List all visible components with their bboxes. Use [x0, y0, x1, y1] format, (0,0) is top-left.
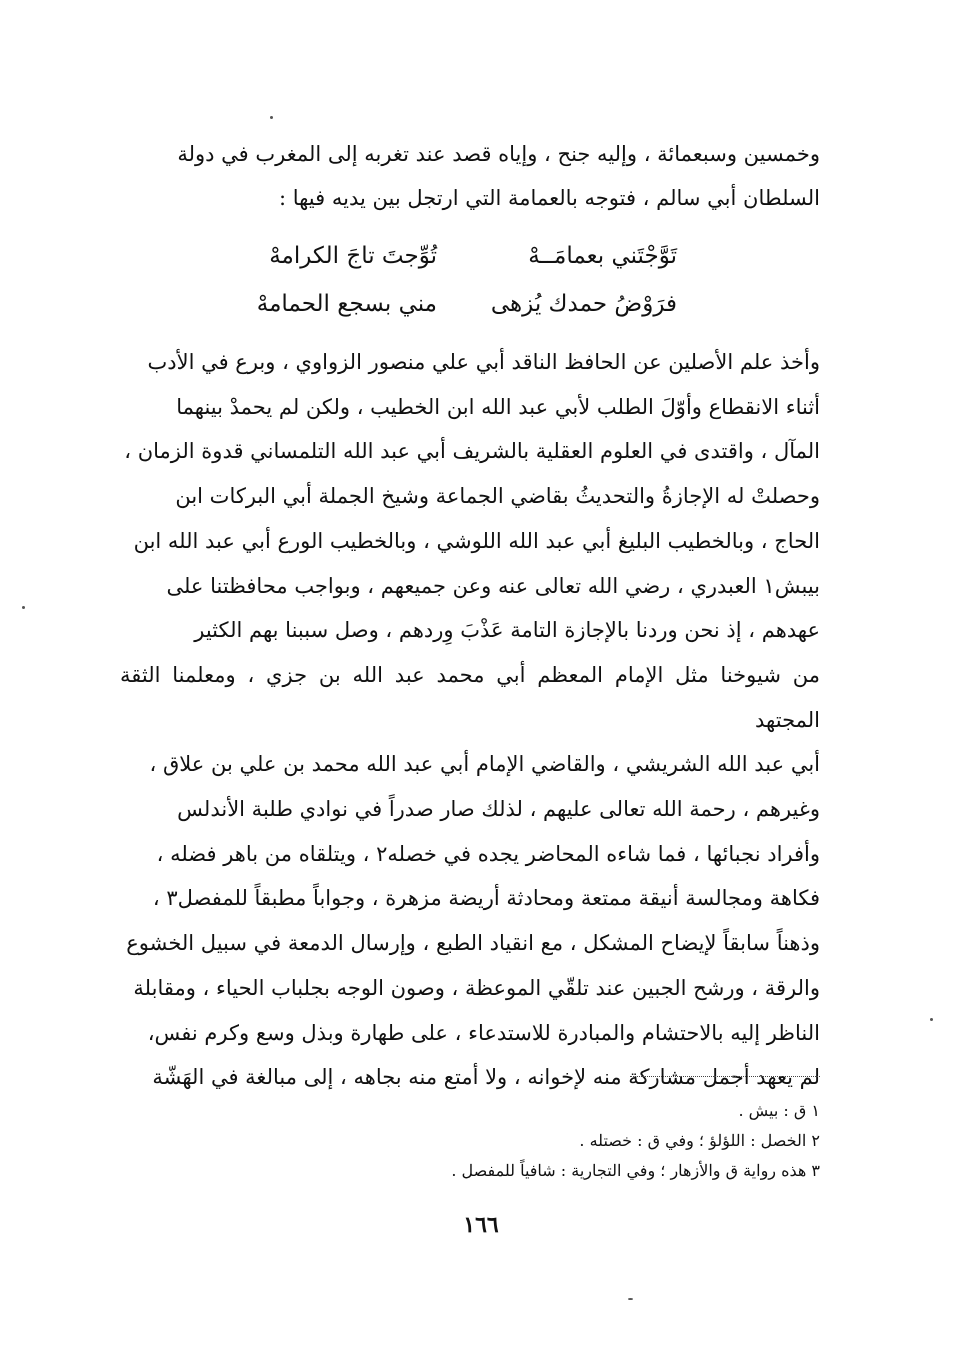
- poem-hemistich-second: تُوِّجتَ تاجَ الكرامهْ: [269, 243, 437, 269]
- footnote: ١ ق : بيش .: [738, 1101, 820, 1120]
- footnote: ٢ الخصل : اللؤلؤ ؛ وفي ق : خصتله .: [579, 1131, 820, 1150]
- text-line: أثناء الانقطاع وأوّلَ الطلب لأبي عبد الله ابن الخطيب ، ولكن لم يحمدْ بينهما: [176, 394, 820, 419]
- text-line: لم يعهد أجمل مشاركة منه لإخوانه ، ولا أمتع منه بجاهه ، إلى مبالغة في الهَشّة: [152, 1065, 820, 1090]
- text-line: أبي عبد الله الشريشي ، والقاضي الإمام أبي عبد الله محمد بن علي بن علاق ،: [149, 752, 820, 777]
- poem-hemistich-first: تَوَّجْتَني بعمامَــهْ: [528, 243, 677, 269]
- text-line: وأفراد نجبائها ، فما شاءه المحاضر يجده في خصله٢ ، ويتلقاه من باهر فضله ،: [156, 841, 820, 866]
- text-line: وغيرهم ، رحمة الله تعالى عليهم ، لذلك صار صدراً في نوادي طلبة الأندلس: [177, 797, 820, 822]
- text-line: الحاج ، وبالخطيب البليغ أبي عبد الله اللوشي ، وبالخطيب الورع أبي عبد الله ابن: [133, 528, 820, 553]
- scan-speck: [270, 116, 273, 119]
- footnotes: [120, 1096, 820, 1186]
- text-line: المآل ، واقتدى في العلوم العقلية بالشريف أبي عبد الله التلمساني قدوة الزمان ،: [124, 439, 820, 464]
- text-line: من شيوخنا مثل الإمام المعظم أبي محمد عبد الله بن جزي ، ومعلمنا الثقة المجتهد: [120, 662, 820, 732]
- scan-speck: [22, 606, 25, 609]
- scan-speck: [930, 1018, 933, 1021]
- intro-paragraph: [120, 132, 820, 220]
- poem: [0, 232, 962, 328]
- text-line: فكاهة ومجالسة أنيقة ممتعة ومحادثة أريضة مزهرة ، وجواباً مطبقاً للمفصل٣ ،: [152, 886, 820, 911]
- poem-verse: [0, 232, 962, 280]
- poem-hemistich-first: فرَوْضُ حمدك يُزهى: [490, 291, 677, 317]
- footnote: ٣ هذه رواية ق والأزهار ؛ وفي التجارية : شافياً للمفصل .: [451, 1161, 820, 1180]
- text-line: وذهناً سابقاً لإيضاح المشكل ، مع انقياد الطبع ، وإرسال الدمعة في سبيل الخشوع: [126, 931, 820, 956]
- text-line: وحصلتْ له الإجازةُ والتحديثُ بقاضي الجماعة وشيخ الجملة أبي البركات ابن: [175, 484, 820, 509]
- text-line: الناظر إليه بالاحتشام والمبادرة للاستدعاء ، على طهارة وبذل وسع وكرم نفس،: [147, 1020, 820, 1045]
- text-line: السلطان أبي سالم ، فتوجه بالعمامة التي ارتجل بين يديه فيها :: [278, 186, 820, 210]
- main-paragraph: [120, 340, 820, 1100]
- text-line: عهدهم ، إذ نحن وردنا بالإجازة التامة عَذْبَ وِردهم ، وصل سببنا بهم الكثير: [194, 618, 820, 643]
- text-line: والرقة ، ورشح الجبين عند تلقّي الموعظة ، وصون الوجه بجلباب الحياء ، ومقابلة: [133, 975, 820, 1000]
- text-line: وخمسين وسبعمائة ، وإليه جنح ، وإياه قصد عند تغربه إلى المغرب في دولة: [177, 142, 820, 166]
- footnote-divider: [630, 1076, 820, 1077]
- text-line: بيبش١ العبدري ، رضي الله تعالى عنه وعن جميعهم ، وبواجب محافظتنا على: [166, 573, 820, 598]
- page-number: ١٦٦: [463, 1212, 499, 1238]
- scan-speck: [628, 1298, 633, 1300]
- text-line: وأخذ علم الأصلين عن الحافظ الناقد أبي علي منصور الزواوي ، وبرع في الأدب: [147, 350, 820, 374]
- poem-verse: [0, 280, 962, 328]
- poem-hemistich-second: مني بسجع الحمامهْ: [256, 291, 437, 317]
